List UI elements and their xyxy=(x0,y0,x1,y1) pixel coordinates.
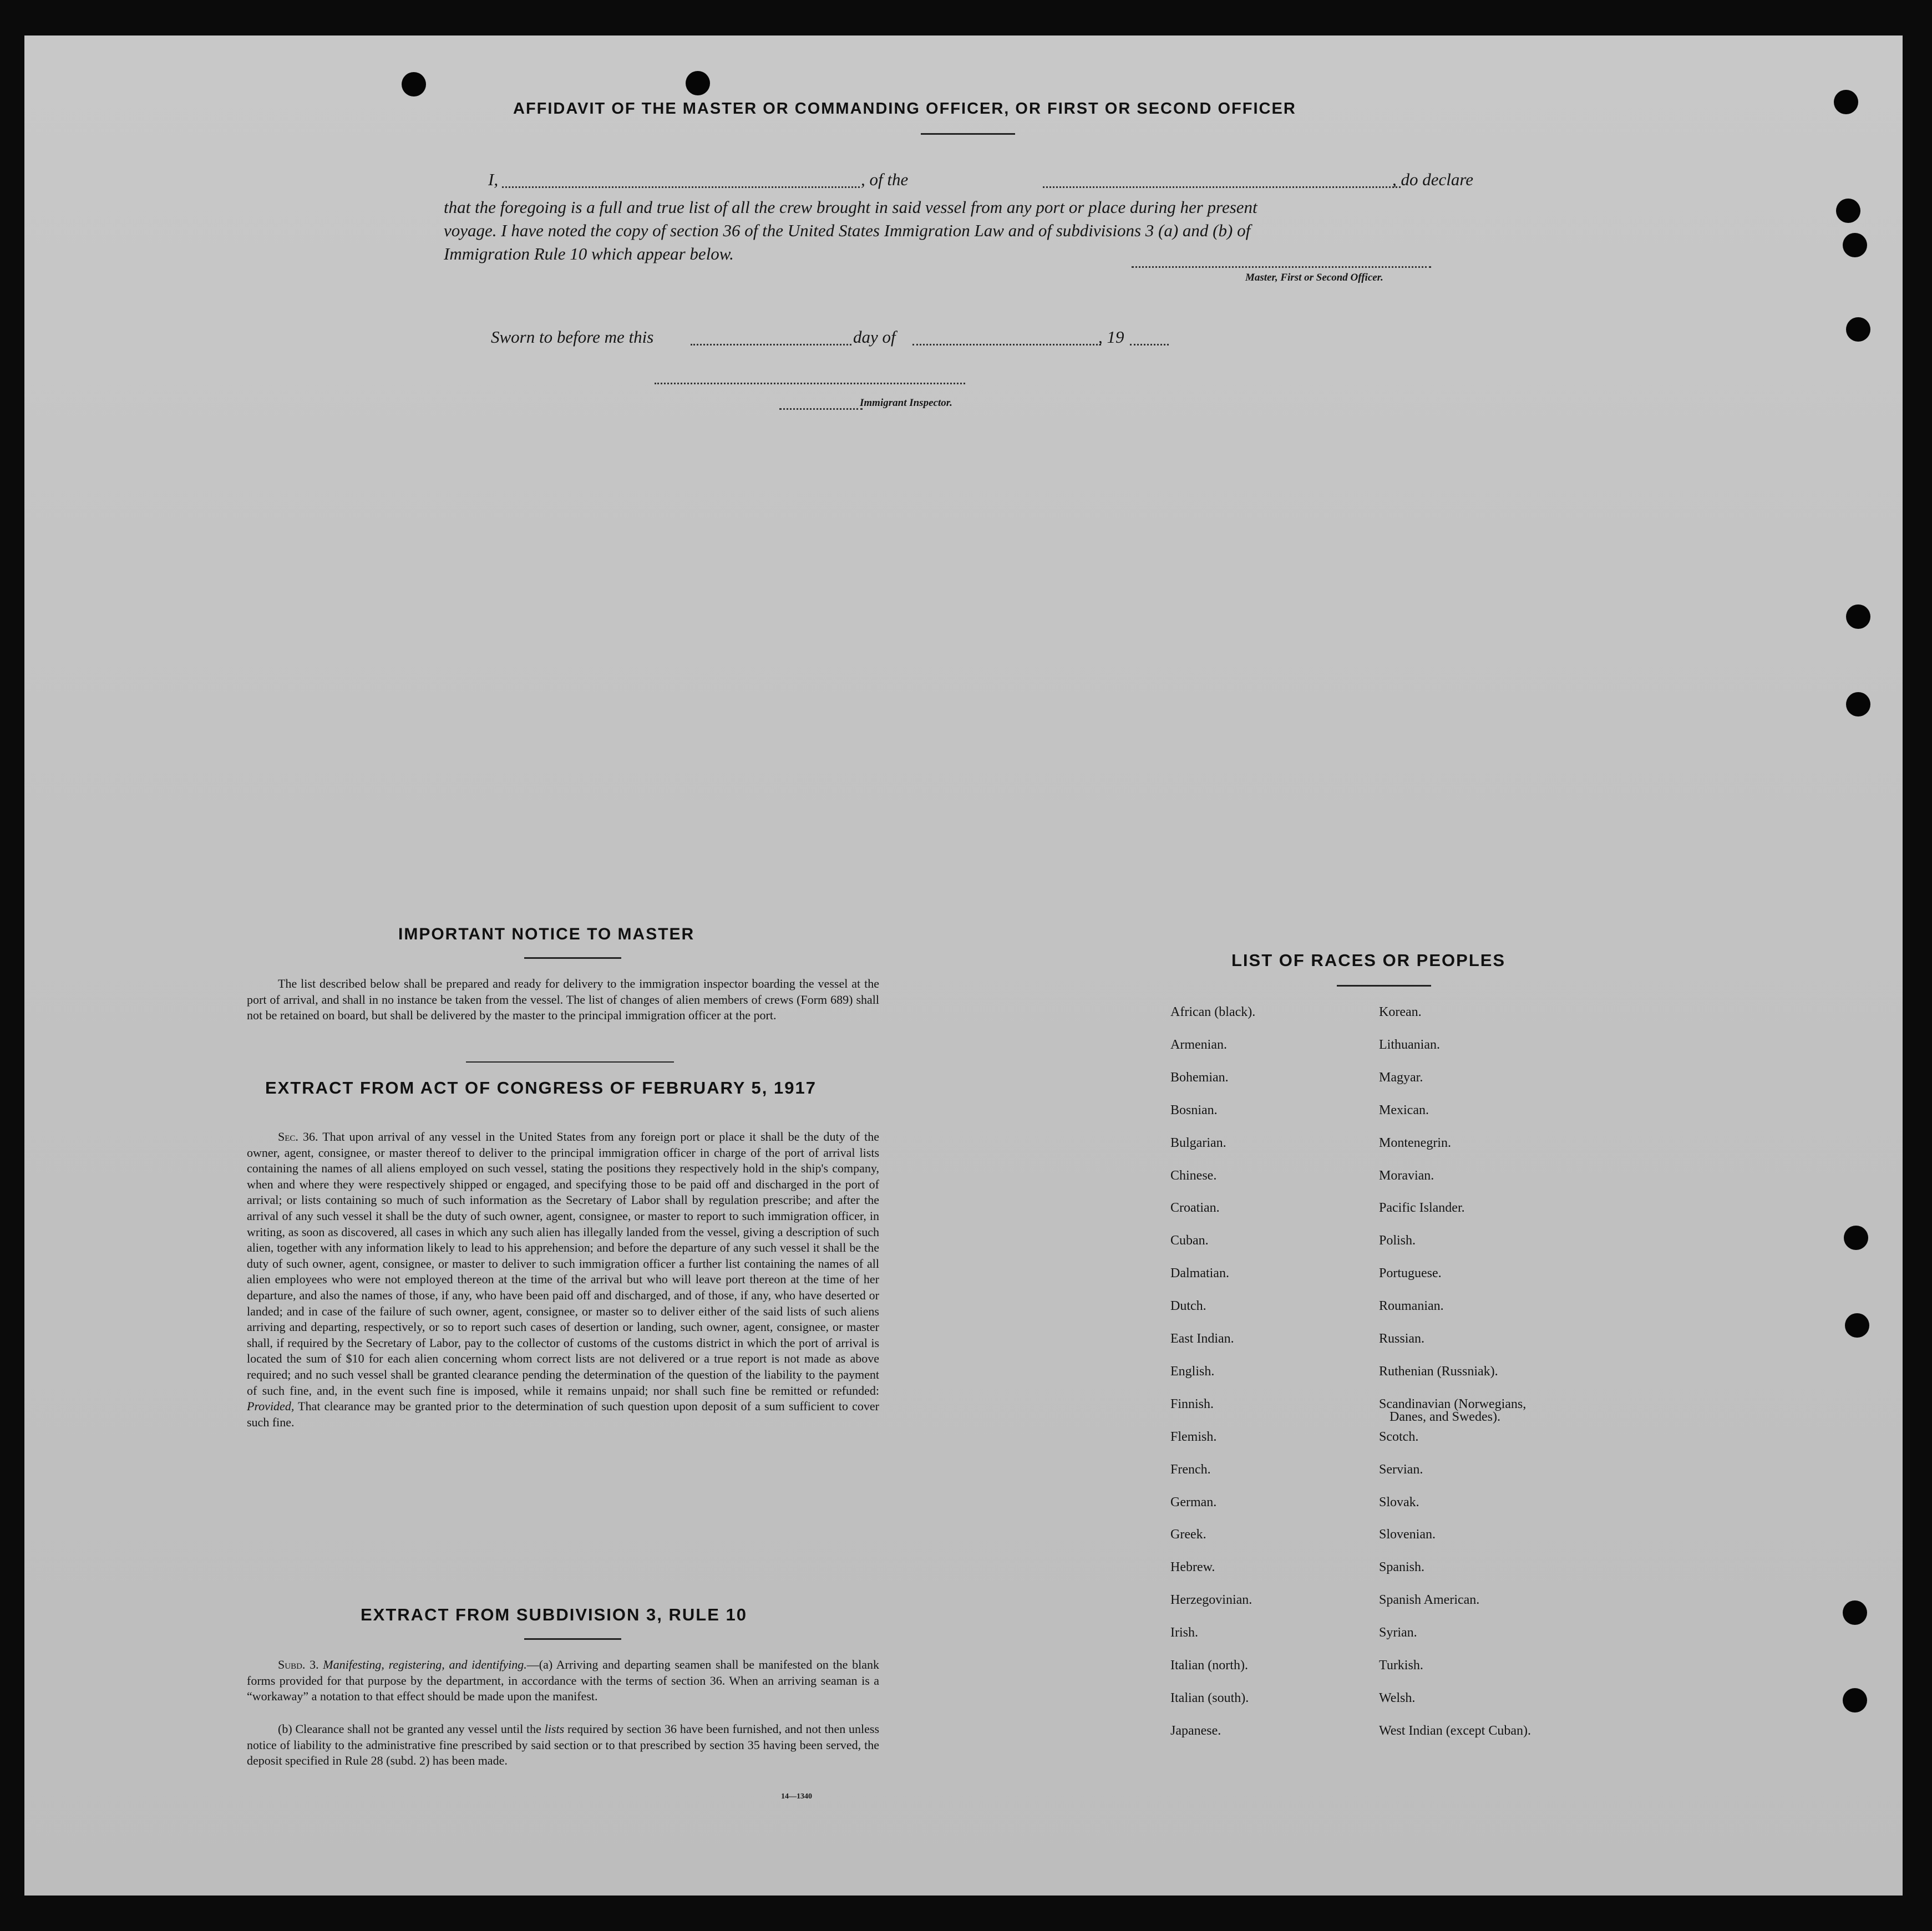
officer-signature-line[interactable] xyxy=(1132,266,1431,268)
race-item: Greek. xyxy=(1170,1527,1206,1542)
race-item: Scotch. xyxy=(1379,1429,1419,1444)
divider xyxy=(466,1061,674,1063)
race-item-scandinavian-cont: Danes, and Swedes). xyxy=(1390,1410,1500,1424)
race-item: Russian. xyxy=(1379,1332,1425,1346)
race-item: Lithuanian. xyxy=(1379,1037,1440,1052)
name-blank[interactable] xyxy=(502,186,860,188)
race-item: Scandinavian (Norwegians, xyxy=(1379,1396,1527,1411)
race-item: Armenian. xyxy=(1170,1037,1227,1052)
year-label: , 19 xyxy=(1098,327,1124,347)
race-item: Italian (south). xyxy=(1170,1690,1249,1705)
notice-text xyxy=(247,976,879,1024)
punch-hole xyxy=(1836,199,1860,223)
race-item: Welsh. xyxy=(1379,1690,1416,1705)
rule-title: EXTRACT FROM SUBDIVISION 3, RULE 10 xyxy=(361,1605,747,1624)
punch-hole xyxy=(1843,1600,1867,1625)
race-item: Japanese. xyxy=(1170,1723,1221,1738)
subd-a-body: Arriving and departing seamen shall be manifested on the blank forms provided for that purpose by the department, in accordance with the terms of section 36. When an arriving seaman is a “workaway” a notation to that effect should be made upon the manifest. xyxy=(247,1658,879,1704)
divider xyxy=(524,957,621,959)
rule-text-a xyxy=(247,1657,879,1705)
race-item: Dalmatian. xyxy=(1170,1266,1229,1281)
month-blank[interactable] xyxy=(912,344,1101,345)
race-item: Bulgarian. xyxy=(1170,1135,1226,1150)
subd-b-lists: lists xyxy=(544,1722,565,1736)
rule-text-b xyxy=(247,1721,879,1769)
punch-hole xyxy=(1846,692,1870,716)
affidavit-title: AFFIDAVIT OF THE MASTER OR COMMANDING OFFICER, OR FIRST OR SECOND OFFICER xyxy=(513,100,1296,118)
divider xyxy=(921,133,1015,135)
punch-hole xyxy=(1843,233,1867,257)
punch-hole xyxy=(1846,604,1870,629)
subd-b-body-1: Clearance shall not be granted any vessel until the xyxy=(295,1722,541,1736)
races-title: LIST OF RACES OR PEOPLES xyxy=(1231,951,1506,970)
inspector-signature-label: Immigrant Inspector. xyxy=(860,397,952,409)
do-declare-label: , do declare xyxy=(1392,170,1474,189)
divider xyxy=(1337,985,1431,987)
race-item: Flemish. xyxy=(1170,1429,1217,1444)
race-item: Slovak. xyxy=(1379,1495,1419,1510)
race-item: Pacific Islander. xyxy=(1379,1201,1465,1216)
race-item: Servian. xyxy=(1379,1462,1423,1477)
race-item: Slovenian. xyxy=(1379,1527,1436,1542)
race-item: English. xyxy=(1170,1364,1215,1379)
declaration-body-1: that the foregoing is a full and true list of all the crew brought in said vessel from any port or place during her present xyxy=(444,197,1257,217)
subd-label: Subd. 3. xyxy=(278,1658,319,1671)
race-item: Dutch. xyxy=(1170,1299,1206,1314)
race-item: Mexican. xyxy=(1379,1102,1429,1117)
punch-hole xyxy=(1844,1226,1868,1250)
race-item: Spanish American. xyxy=(1379,1593,1480,1608)
punch-hole xyxy=(1845,1313,1869,1338)
punch-hole xyxy=(686,71,710,95)
race-item: Syrian. xyxy=(1379,1625,1417,1640)
race-item: West Indian (except Cuban). xyxy=(1379,1723,1531,1738)
form-number: 14—1340 xyxy=(781,1792,812,1801)
day-blank[interactable] xyxy=(691,344,851,345)
punch-hole xyxy=(1846,317,1870,342)
subd-heading: Manifesting, registering, and identifying. xyxy=(323,1658,527,1671)
race-item: Bosnian. xyxy=(1170,1102,1218,1117)
race-item: Moravian. xyxy=(1379,1168,1434,1183)
race-item: African (black). xyxy=(1170,1005,1256,1019)
declaration-body-3: Immigration Rule 10 which appear below. xyxy=(444,244,734,263)
act-title: EXTRACT FROM ACT OF CONGRESS OF FEBRUARY 5, 1917 xyxy=(265,1078,817,1097)
race-item: Chinese. xyxy=(1170,1168,1217,1183)
divider xyxy=(524,1638,621,1640)
race-item: Bohemian. xyxy=(1170,1070,1229,1085)
of-the-label: , of the xyxy=(861,170,909,189)
punch-hole xyxy=(1834,90,1858,114)
i-label: I, xyxy=(488,170,499,189)
vessel-blank[interactable] xyxy=(1043,186,1401,188)
race-item: Montenegrin. xyxy=(1379,1135,1451,1150)
notice-title: IMPORTANT NOTICE TO MASTER xyxy=(398,925,695,943)
race-item: East Indian. xyxy=(1170,1332,1234,1346)
punch-hole xyxy=(402,72,426,96)
race-item: Polish. xyxy=(1379,1233,1416,1248)
race-item: Italian (north). xyxy=(1170,1658,1248,1673)
subd-b-label: (b) xyxy=(278,1722,292,1736)
race-item: Herzegovinian. xyxy=(1170,1593,1252,1608)
race-item: French. xyxy=(1170,1462,1211,1477)
form-page xyxy=(24,35,1903,1896)
race-item: Roumanian. xyxy=(1379,1299,1444,1314)
race-item: German. xyxy=(1170,1495,1217,1510)
subd-b-body-2: required by section 36 have been furnished, and not then unless notice of liability to the administrative fine prescribed by said section or to that prescribed by section 35 having been served, the deposit specified in Rule 28 (subd. 2) has been made. xyxy=(247,1722,880,1768)
race-item: Hebrew. xyxy=(1170,1560,1215,1575)
subd-a-label: —(a) xyxy=(526,1658,553,1671)
race-item: Cuban. xyxy=(1170,1233,1209,1248)
act-text xyxy=(247,1129,879,1430)
race-item: Croatian. xyxy=(1170,1201,1220,1216)
year-blank[interactable] xyxy=(1130,344,1169,345)
sworn-label: Sworn to before me this xyxy=(491,327,654,347)
race-item: Spanish. xyxy=(1379,1560,1425,1575)
section-label: Sec. 36. xyxy=(278,1130,318,1144)
race-item: Korean. xyxy=(1379,1005,1422,1019)
section-body: That upon arrival of any vessel in the United States from any foreign port or place it shall be the duty of the owner, agent, consignee, or master thereof to deliver to the principal immigration officer in charge of the port of arrival lists containing the names of all aliens employed on such vessel, stating the positions they respectively hold in the ship's company, when and where they were respectively shipped or engaged, and specifying those to be paid off and discharged in the port of arrival; or lists containing so much of such information as the Secretary of Labor shall by regulation prescribe; and after the arrival of any such vessel it shall be the duty of such owner, agent, consignee, or master to report to such immigration officer, in writing, as soon as discovered, all cases in which any such alien has illegally landed from the vessel, giving a description of such alien, together with any information likely to lead to his apprehension; and before the departure of any such vessel it shall be the duty of such owner, agent, consignee, or master to deliver to such immigration officer a further list containing the names of all alien employees who were not employed thereon at the time of the arrival but who will leave port thereon at the time of her departure, and also the names of those, if any, who have been paid off and discharged, and of those, if any, who have deserted or landed; and in case of the failure of such owner, agent, consignee, or master so to deliver either of the said lists of such aliens arriving and departing, respectively, or so to report such cases of desertion or landing, such owner, agent, consignee, or master shall, if required by the Secretary of Labor, pay to the collector of customs of the customs district in which the port of arrival is located the sum of $10 for each alien concerning whom correct lists are not delivered or a true report is not made as above required; and no such vessel shall be granted clearance pending the determination of the question of the liability to the payment of such fine, and, in the event such fine is imposed, while it remains unpaid; nor shall such fine be remitted or refunded: xyxy=(247,1130,879,1398)
declaration-body-2: voyage. I have noted the copy of section 36 of the United States Immigration Law and of subdivisions 3 (a) and (b) of xyxy=(444,221,1251,240)
provided-body: That clearance may be granted prior to the determination of such question upon deposit of a sum sufficient to cover such fine. xyxy=(247,1399,879,1429)
day-of-label: day of xyxy=(853,327,896,347)
race-item: Irish. xyxy=(1170,1625,1198,1640)
inspector-prefix-line xyxy=(779,408,863,410)
punch-hole xyxy=(1843,1688,1867,1713)
notice-body: The list described below shall be prepared and ready for delivery to the immigration inspector boarding the vessel at the port of arrival, and shall in no instance be taken from the vessel. The list of changes of alien members of crews (Form 689) shall not be retained on board, but shall be delivered by the master to the principal immigration officer at the port. xyxy=(247,977,879,1023)
race-item: Magyar. xyxy=(1379,1070,1423,1085)
race-item: Turkish. xyxy=(1379,1658,1423,1673)
race-item: Finnish. xyxy=(1170,1396,1214,1411)
provided-label: Provided, xyxy=(247,1399,295,1414)
inspector-signature-line[interactable] xyxy=(655,383,965,384)
race-item: Portuguese. xyxy=(1379,1266,1442,1281)
race-item: Ruthenian (Russniak). xyxy=(1379,1364,1498,1379)
officer-signature-label: Master, First or Second Officer. xyxy=(1245,272,1383,283)
